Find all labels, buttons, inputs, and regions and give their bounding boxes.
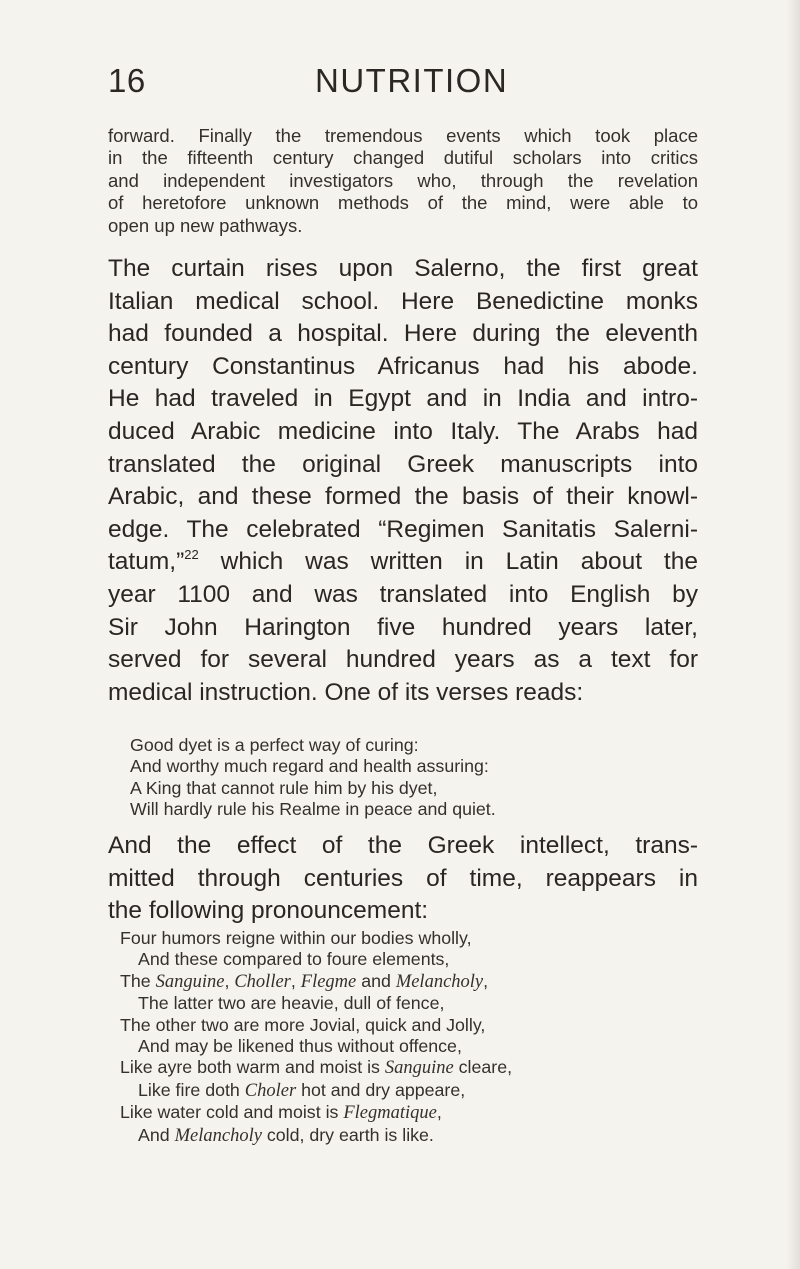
text-line: forward. Finally the tremendous events which took place xyxy=(108,125,698,146)
paragraph-2 xyxy=(108,253,698,709)
paragraph-1 xyxy=(108,125,698,237)
italic-term: Flegmatique xyxy=(343,1103,437,1124)
text-line: medical instruction. One of its verses reads: xyxy=(108,678,584,706)
verse-line: A King that cannot rule him by his dyet, xyxy=(130,777,438,798)
italic-term: Choller xyxy=(234,971,291,992)
text-segment: Like ayre both warm and moist is xyxy=(120,1057,385,1078)
verse-quote-1 xyxy=(130,735,690,821)
verse-line xyxy=(120,1125,680,1147)
page-header xyxy=(108,62,698,102)
verse-line: The latter two are heavie, dull of fence, xyxy=(138,993,445,1014)
footnote-reference[interactable]: 22 xyxy=(184,547,199,563)
text-line: Sir John Harington five hundred years later, xyxy=(108,613,698,641)
text-segment: cleare, xyxy=(453,1057,513,1078)
italic-term: Choler xyxy=(244,1080,297,1101)
text-line: of heretofore unknown methods of the mind, were able to xyxy=(108,192,698,214)
text-segment: The xyxy=(120,970,156,991)
text-segment: hot and dry appeare, xyxy=(296,1079,466,1100)
verse-line: And may be likened thus without offence, xyxy=(138,1036,462,1057)
page-number: 16 xyxy=(108,62,146,99)
text-line: year 1100 and was translated into English by xyxy=(108,580,698,608)
italic-term: Flegme xyxy=(300,971,357,992)
text-line: mitted through centuries of time, reappears in xyxy=(108,864,698,892)
text-segment: Like water cold and moist is xyxy=(120,1102,344,1123)
text-line: translated the original Greek manuscripts into xyxy=(108,450,698,478)
text-line: century Constantinus Africanus had his abode. xyxy=(108,352,698,380)
text-segment: , xyxy=(224,970,235,991)
text-line: served for several hundred years as a text for xyxy=(108,646,698,674)
verse-line xyxy=(120,1080,680,1102)
text-segment: cold, dry earth is like. xyxy=(261,1124,434,1145)
verse-line: And worthy much regard and health assuring: xyxy=(130,756,489,777)
text-line: The curtain rises upon Salerno, the first great xyxy=(108,255,698,282)
text-line: open up new pathways. xyxy=(108,214,303,236)
text-segment: Like fire doth xyxy=(138,1079,245,1100)
verse-line: Good dyet is a perfect way of curing: xyxy=(130,735,419,755)
page-edge-shadow xyxy=(786,0,800,1269)
verse-quote-2 xyxy=(120,928,680,1147)
text-line: He had traveled in Egypt and in India and intro- xyxy=(108,385,698,413)
text-segment: and xyxy=(356,970,396,991)
italic-term: Sanguine xyxy=(384,1058,454,1079)
paragraph-3 xyxy=(108,830,698,928)
text-segment: And xyxy=(138,1124,175,1145)
text-line: Italian medical school. Here Benedictine monks xyxy=(108,287,698,315)
verse-line xyxy=(120,1102,680,1124)
text-line: And the effect of the Greek intellect, trans- xyxy=(108,832,698,859)
text-line: had founded a hospital. Here during the eleventh xyxy=(108,320,698,348)
text-segment: , xyxy=(290,970,301,991)
text-segment: tatum,” xyxy=(108,548,185,576)
text-line: Arabic, and these formed the basis of their knowl- xyxy=(108,483,698,511)
running-head: NUTRITION xyxy=(315,62,509,99)
italic-term: Melancholy xyxy=(395,971,484,992)
text-line: edge. The celebrated “Regimen Sanitatis Salerni- xyxy=(108,515,698,543)
verse-line: The other two are more Jovial, quick and Jolly, xyxy=(120,1014,486,1035)
italic-term: Sanguine xyxy=(155,971,225,992)
text-line-with-footnote xyxy=(108,546,698,579)
text-segment: which was written in Latin about the xyxy=(220,548,698,576)
text-line: in the fifteenth century changed dutiful scholars into critics xyxy=(108,147,698,169)
text-line: duced Arabic medicine into Italy. The Arabs had xyxy=(108,417,698,445)
verse-line: Will hardly rule his Realme in peace and quiet. xyxy=(130,799,496,820)
verse-line xyxy=(120,1057,680,1079)
italic-term: Melancholy xyxy=(174,1125,262,1146)
text-segment: , xyxy=(436,1102,442,1123)
verse-line: Four humors reigne within our bodies wholly, xyxy=(120,928,472,948)
verse-line: And these compared to foure elements, xyxy=(138,949,450,970)
text-line: the following pronouncement: xyxy=(108,897,429,925)
text-line: and independent investigators who, through the revelation xyxy=(108,169,698,191)
text-segment: , xyxy=(483,970,489,991)
verse-line xyxy=(120,971,680,993)
